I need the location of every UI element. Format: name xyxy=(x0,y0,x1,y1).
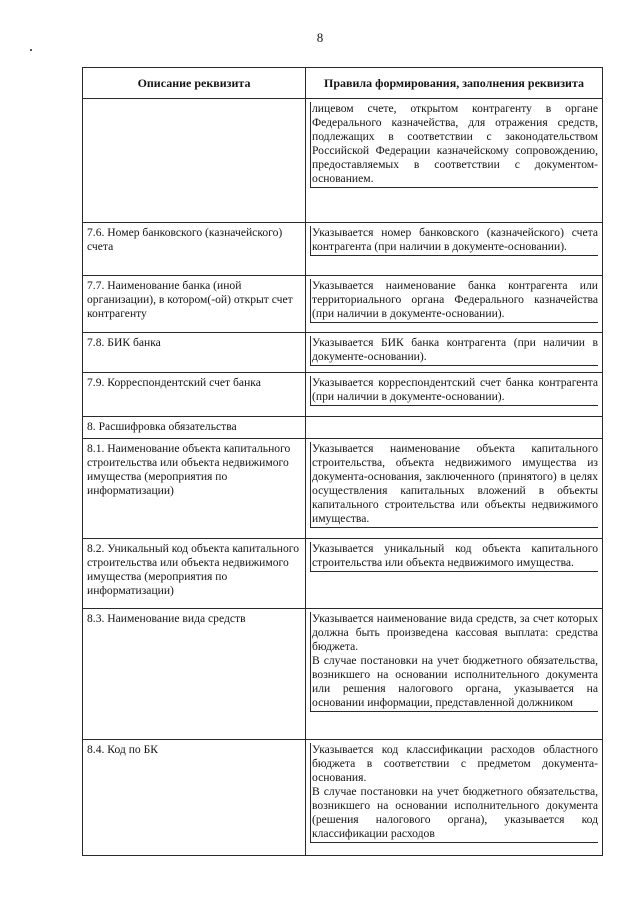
table-row xyxy=(83,539,603,609)
table-row xyxy=(83,373,603,417)
rule-text: Указывается уникальный код объекта капитального строительства или объекта недвижимого имущества. xyxy=(312,542,598,569)
table-row xyxy=(83,740,603,856)
rule-text: В случае постановки на учет бюджетного обязательства, возникшего на основании исполнительного документа (решения налогового органа), указывается код классификации расходов xyxy=(312,785,598,840)
rule-cell xyxy=(306,417,603,439)
description-cell: 7.6. Номер банковского (казначейского) счета xyxy=(83,223,306,276)
page-number: 8 xyxy=(316,30,324,45)
rule-cell xyxy=(306,373,603,417)
description-cell: 7.9. Корреспондентский счет банка xyxy=(83,373,306,417)
rule-text: Указывается наименование банка контрагента или территориального органа Федерального казначейства (при наличии в документе-основании). xyxy=(312,279,598,320)
rule-text: Указывается номер банковского (казначейского) счета контрагента (при наличии в документе-основании). xyxy=(312,226,598,253)
description-cell: 8. Расшифровка обязательства xyxy=(83,417,306,439)
table-row xyxy=(83,99,603,223)
rule-cell xyxy=(306,223,603,276)
description-cell: 7.8. БИК банка xyxy=(83,333,306,373)
rule-cell xyxy=(306,539,603,609)
scan-speck xyxy=(30,49,32,51)
description-cell: 7.7. Наименование банка (иной организации), в котором(-ой) открыт счет контрагенту xyxy=(83,276,306,333)
rule-text: Указывается наименование вида средств, за счет которых должна быть произведена кассовая выплата: средства бюджета. xyxy=(312,612,598,653)
table-row xyxy=(83,609,603,740)
description-cell: 8.4. Код по БК xyxy=(83,740,306,856)
table-row xyxy=(83,276,603,333)
rule-text: лицевом счете, открытом контрагенту в органе Федерального казначейства, для отражения средств, подлежащих в соответствии с законодательством Российской Федерации казначейскому сопровождению, предоставляемых в соответствии с документом-основанием. xyxy=(312,102,598,185)
header-rules: Правила формирования, заполнения реквизита xyxy=(306,68,603,99)
rule-text: Указывается наименование объекта капитального строительства, объекта недвижимого имущества из документа-основания, заключенного (принятого) в целях осуществления капитальных вложений в объекты капитального строительства или объекты недвижимого имущества. xyxy=(312,442,598,525)
rule-cell xyxy=(306,439,603,539)
table-row xyxy=(83,333,603,373)
table-row xyxy=(83,417,603,439)
rule-cell xyxy=(306,333,603,373)
description-cell: 8.2. Уникальный код объекта капитального строительства или объекта недвижимого имущества (мероприятия по информатизации) xyxy=(83,539,306,609)
table-row xyxy=(83,223,603,276)
rule-cell xyxy=(306,740,603,856)
description-cell: 8.1. Наименование объекта капитального строительства или объекта недвижимого имущества (мероприятия по информатизации) xyxy=(83,439,306,539)
description-cell xyxy=(83,99,306,223)
header-description: Описание реквизита xyxy=(83,68,306,99)
rule-text: Указывается код классификации расходов областного бюджета в соответствии с предметом документа-основания. xyxy=(312,743,598,784)
rule-cell xyxy=(306,276,603,333)
description-cell: 8.3. Наименование вида средств xyxy=(83,609,306,740)
header-row xyxy=(83,68,603,99)
rule-text: В случае постановки на учет бюджетного обязательства, возникшего на основании исполнительного документа или решения налогового органа, указывается на основании информации, представленной должником xyxy=(312,654,598,709)
rule-text: Указывается БИК банка контрагента (при наличии в документе-основании). xyxy=(312,336,598,363)
table-row xyxy=(83,439,603,539)
rule-cell xyxy=(306,609,603,740)
requisites-table xyxy=(82,67,603,856)
rule-text: Указывается корреспондентский счет банка контрагента (при наличии в документе-основании). xyxy=(312,376,598,403)
rule-cell xyxy=(306,99,603,223)
